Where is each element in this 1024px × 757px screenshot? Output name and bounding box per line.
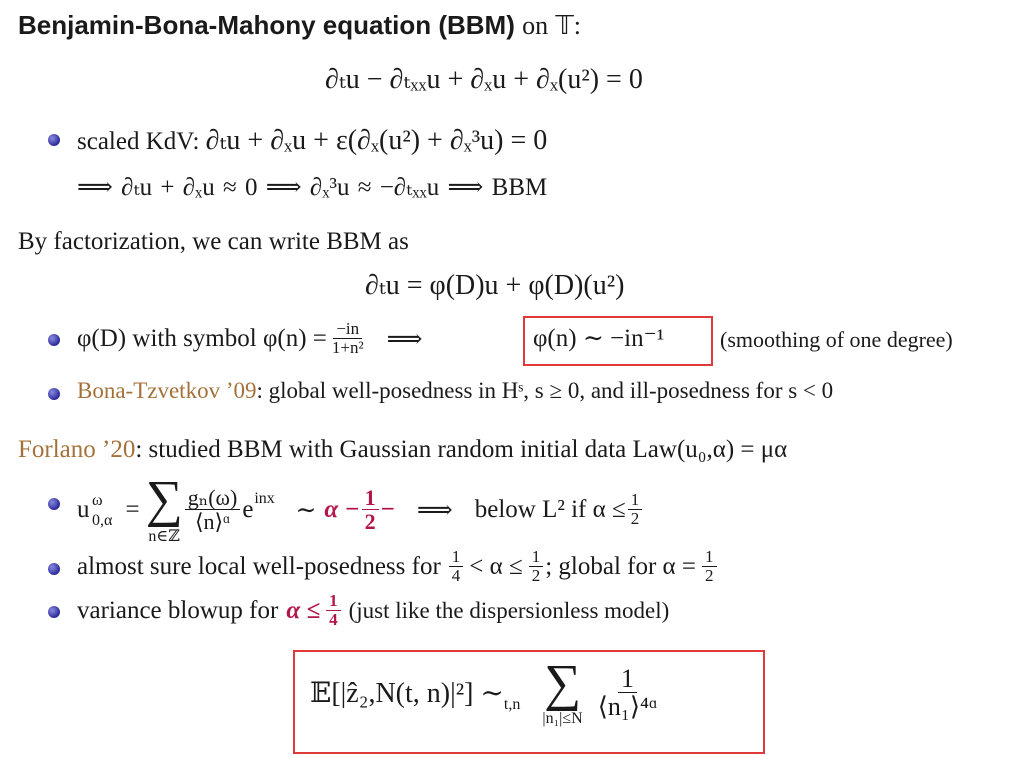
final-sum bbox=[542, 655, 583, 728]
bullet-dot bbox=[48, 134, 60, 146]
bona-line bbox=[77, 378, 833, 404]
phi-frac-den: 1+n² bbox=[331, 337, 364, 357]
as-h-num: 1 bbox=[529, 548, 544, 567]
forlano-line bbox=[18, 436, 787, 464]
sum-symbol-icon: ∑ bbox=[145, 471, 183, 528]
kdv-implications: ⟹ ∂ₜu + ∂ₓu ≈ 0 ⟹ ∂ₓ³u ≈ −∂ₜₓₓu ⟹ BBM bbox=[77, 174, 548, 201]
final-sum-sub: |n₁|≤N bbox=[542, 710, 583, 727]
bona-text: : global well-posedness in Hˢ, s ≥ 0, and ill-posedness for s < 0 bbox=[256, 378, 834, 403]
series-frac-den: ⟨n⟩ᵅ bbox=[194, 508, 231, 534]
bullet-dot bbox=[48, 606, 60, 618]
variance-q-den: 4 bbox=[329, 609, 338, 629]
as-q-num: 1 bbox=[449, 548, 464, 567]
final-lhs: 𝔼[|ẑ₂,N(t, n)|²] ∼ bbox=[310, 678, 504, 709]
phi-line bbox=[77, 320, 422, 358]
series-sim: ∼ bbox=[295, 497, 317, 524]
bullet-dot bbox=[48, 563, 60, 575]
final-fraction bbox=[595, 665, 661, 722]
kdv-line bbox=[77, 123, 547, 157]
final-sim-sub: t,n bbox=[503, 696, 521, 713]
phi-fraction bbox=[329, 320, 367, 358]
as-mid: < α ≤ bbox=[469, 552, 523, 580]
series-fraction bbox=[185, 486, 241, 534]
series-implies: ⟹ bbox=[416, 497, 453, 524]
series-line bbox=[77, 471, 644, 546]
slide-title bbox=[18, 10, 581, 41]
variance-q-num: 1 bbox=[326, 592, 341, 611]
series-lhs-u: u bbox=[77, 496, 90, 523]
kdv-equation: ∂ₜu + ∂ₓu + ε(∂ₓ(u²) + ∂ₓ³u) = 0 bbox=[205, 125, 548, 156]
variance-text2: (just like the dispersionless model) bbox=[348, 597, 670, 623]
bullet-dot bbox=[48, 498, 60, 510]
bona-reference: Bona-Tzvetkov ’09 bbox=[77, 378, 257, 403]
title-bold: Benjamin-Bona-Mahony equation (BBM) bbox=[18, 10, 515, 40]
final-formula bbox=[310, 655, 662, 728]
variance-text1: variance blowup for bbox=[77, 596, 279, 624]
phi-note: (smoothing of one degree) bbox=[720, 327, 953, 352]
phi-implies: ⟹ bbox=[386, 325, 423, 353]
series-below-num: 1 bbox=[628, 491, 643, 510]
as-text2: ; global for α = bbox=[545, 552, 696, 580]
series-minus: − bbox=[380, 496, 395, 523]
as-global-half bbox=[702, 548, 717, 586]
final-frac-num: 1 bbox=[618, 665, 637, 693]
as-line bbox=[77, 548, 719, 586]
sum-symbol-icon: ∑ bbox=[543, 655, 582, 712]
variance-line bbox=[77, 592, 669, 630]
series-lhs-sub: 0,α bbox=[92, 512, 113, 529]
as-h-den: 2 bbox=[531, 565, 541, 585]
as-text1: almost sure local well-posedness for bbox=[77, 552, 441, 580]
as-half bbox=[529, 548, 544, 586]
series-half-num: 1 bbox=[362, 486, 379, 510]
final-frac-den: ⟨n₁⟩⁴ᵅ bbox=[597, 691, 658, 721]
as-q-den: 4 bbox=[451, 565, 461, 585]
series-half bbox=[362, 486, 379, 534]
variance-quarter bbox=[326, 592, 341, 630]
factorization-equation: ∂ₜu = φ(D)u + φ(D)(u²) bbox=[365, 270, 625, 301]
series-equals: = bbox=[125, 496, 140, 523]
kdv-label: scaled KdV: bbox=[77, 128, 200, 155]
as-quarter bbox=[449, 548, 464, 586]
series-sum bbox=[145, 471, 183, 546]
bbm-equation: ∂ₜu − ∂ₜₓₓu + ∂ₓu + ∂ₓ(u²) = 0 bbox=[325, 64, 643, 95]
phi-frac-num: −in bbox=[333, 320, 362, 339]
bullet-dot bbox=[48, 334, 60, 346]
title-on: on bbox=[522, 11, 549, 40]
forlano-reference: Forlano ’20 bbox=[18, 436, 136, 463]
title-torus: 𝕋: bbox=[555, 11, 581, 40]
phi-prefix: φ(D) with symbol φ(n) = bbox=[77, 324, 327, 352]
series-exp-sup: inx bbox=[254, 490, 275, 507]
as-g-num: 1 bbox=[702, 548, 717, 567]
series-exp-e: e bbox=[242, 496, 254, 523]
as-g-den: 2 bbox=[705, 565, 714, 585]
factorization-text: By factorization, we can write BBM as bbox=[18, 228, 409, 255]
series-half-den: 2 bbox=[364, 508, 376, 534]
series-lhs bbox=[77, 492, 120, 529]
series-below: below L² if α ≤ bbox=[474, 496, 626, 523]
variance-alpha: α ≤ bbox=[286, 596, 321, 624]
series-frac-num: gₙ(ω) bbox=[185, 486, 241, 510]
phi-boxed-formula: φ(n) ∼ −in⁻¹ bbox=[533, 325, 665, 352]
series-sum-sub: n∈ℤ bbox=[148, 528, 180, 545]
series-exp bbox=[242, 490, 287, 524]
series-below-den: 2 bbox=[630, 509, 640, 529]
forlano-text: : studied BBM with Gaussian random initial data Law(u₀,α) = μα bbox=[135, 436, 788, 463]
series-lhs-sup: ω bbox=[92, 492, 103, 509]
bullet-dot bbox=[48, 388, 60, 400]
series-alpha-part: α − bbox=[324, 496, 360, 523]
series-below-frac bbox=[628, 491, 643, 529]
